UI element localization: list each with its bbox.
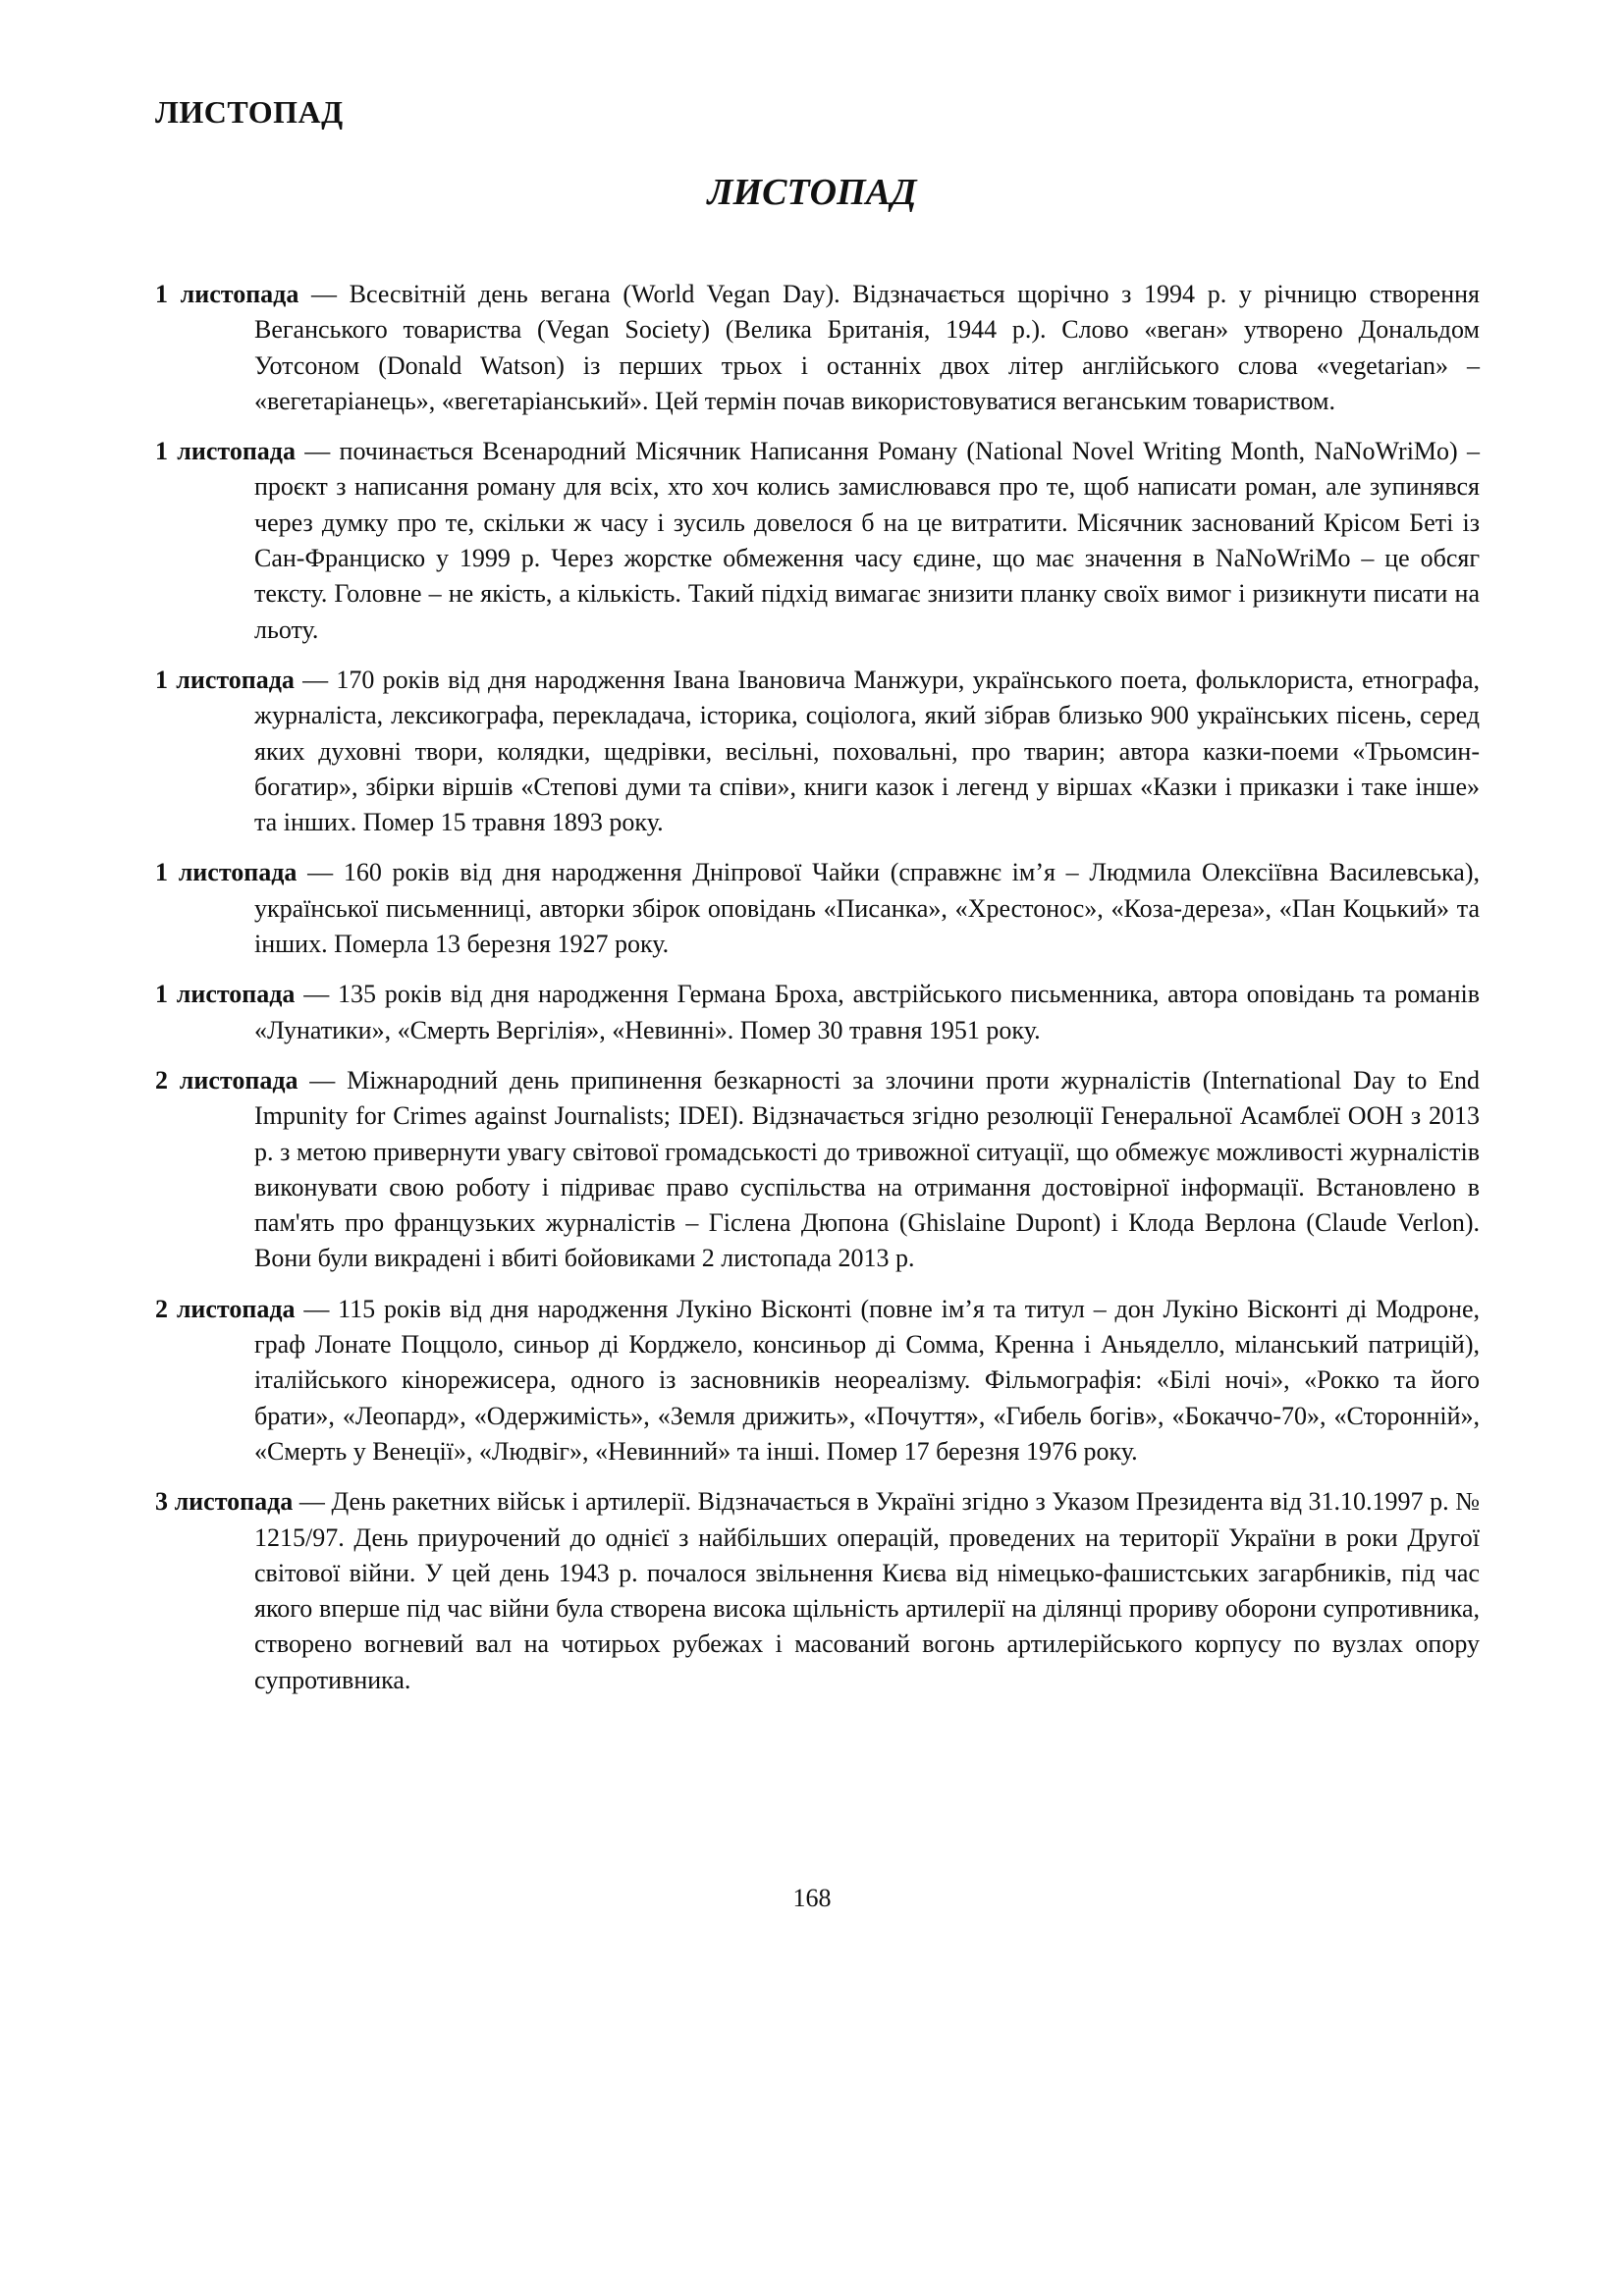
page-number: 168 — [792, 1884, 832, 1912]
entry-text: — 160 років від дня народження Дніпрової Чайки (справжнє ім’я – Людмила Олексіївна Василевська), української письменниці, авторки збірок оповідань «Писанка», «Хрестонос», «Коза-дереза», «Пан Коцький» та інших. Померла 13 березня 1927 року. — [254, 858, 1480, 959]
entry-text: — День ракетних військ і артилерії. Відзначається в Україні згідно з Указом Президента від 31.10.1997 р. № 1215/97. День приурочений до однієї з найбільших операцій, проведених на території України в роки Другої світової війни. У цей день 1943 р. почалося звільнення Києва від німецько-фашистських загарбників, під час якого вперше під час війни була створена висока щільність артилерії на ділянці прориву оборони супротивника, створено вогневий вал на чотирьох рубежах і масований вогонь артилерійського корпусу по вузлах опору супротивника. — [254, 1487, 1481, 1694]
entry-date: 2 листопада — [155, 1065, 298, 1095]
entry-date: 1 листопада — [155, 280, 299, 308]
entry-date: 1 листопада — [155, 858, 298, 887]
calendar-entry — [155, 1063, 1480, 1277]
entry-text: — 170 років від дня народження Івана Івановича Манжури, українського поета, фольклориста, етнографа, журналіста, лексикографа, перекладача, історика, соціолога, який зібрав близько 900 українських пісень, серед яких духовні твори, колядки, щедрівки, весільні, поховальні, про тварин; автора казки-поеми «Трьомсин-богатир», збірки віршів «Степові думи та співи», книги казок і легенд у віршах «Казки і приказки і таке інше» та інших. Помер 15 травня 1893 року. — [254, 665, 1480, 837]
entry-date: 1 листопада — [155, 437, 296, 466]
entry-text: — 135 років від дня народження Германа Броха, австрійського письменника, автора оповідань та романів «Лунатики», «Смерть Вергілія», «Невинні». Помер 30 травня 1951 року. — [254, 980, 1480, 1044]
calendar-entry — [155, 1484, 1480, 1698]
calendar-entries — [155, 277, 1480, 1713]
calendar-entry — [155, 855, 1480, 962]
entry-date: 2 листопада — [155, 1294, 296, 1323]
page-title: ЛИСТОПАД — [707, 172, 917, 213]
entry-text: — Всесвітній день вегана (World Vegan Day). Відзначається щорічно з 1994 р. у річницю створення Веганського товариства (Vegan Society) (Велика Британія, 1944 р.). Слово «веган» утворено Дональдом Уотсоном (Donald Watson) із перших трьох і останніх двох літер англійського слова «vegetarian» – «вегетаріанець», «вегетаріанський». Цей термін почав використовуватися веганським товариством. — [254, 280, 1480, 415]
calendar-entry — [155, 434, 1480, 648]
calendar-entry — [155, 977, 1480, 1048]
entry-text: — Міжнародний день припинення безкарності за злочини проти журналістів (International Day to End Impunity for Crimes against Journalists; IDEI). Відзначається згідно резолюції Генеральної Асамблеї ООН з 2013 р. з метою привернути увагу світової громадськості до тривожної ситуації, що обмежує можливості журналістів виконувати свою роботу і підриває право суспільства на отримання достовірної інформації. Встановлено в пам'ять про французьких журналістів – Гіслена Дюпона (Ghislaine Dupont) і Клода Верлона (Claude Verlon). Вони були викрадені і вбиті бойовиками 2 листопада 2013 р. — [254, 1065, 1481, 1273]
entry-text: — починається Всенародний Місячник Написання Роману (National Novel Writing Month, NaNoWriMo) – проєкт з написання роману для всіх, хто хоч колись замислювався про те, щоб написати роман, але зупинявся через думку про те, скільки ж часу і зусиль довелося б на це витратити. Місячник заснований Крісом Беті із Сан-Франциско у 1999 р. Через жорстке обмеження часу єдине, що має значення в NaNoWriMo – це обсяг тексту. Головне – не якість, а кількість. Такий підхід вимагає знизити планку своїх вимог і ризикнути писати на льоту. — [254, 437, 1480, 644]
running-header: ЛИСТОПАД — [155, 94, 344, 130]
entry-date: 1 листопада — [155, 665, 295, 694]
calendar-entry — [155, 1292, 1480, 1469]
calendar-entry — [155, 663, 1480, 840]
entry-date: 1 листопада — [155, 980, 296, 1009]
entry-date: 3 листопада — [155, 1487, 294, 1517]
calendar-entry — [155, 277, 1480, 419]
entry-text: — 115 років від дня народження Лукіно Вісконті (повне ім’я та титул – дон Лукіно Вісконті ді Модроне, граф Лонате Поццоло, синьор ді Корджело, консиньор ді Сомма, Кренна і Аньяделло, міланський патрицій), італійського кінорежисера, одного із засновників неореалізму. Фільмографія: «Білі ночі», «Рокко та його брати», «Леопард», «Одержимість», «Земля дрижить», «Почуття», «Гибель богів», «Бокаччо-70», «Сторонній», «Смерть у Венеції», «Людвіг», «Невинний» та інші. Помер 17 березня 1976 року. — [254, 1294, 1481, 1466]
